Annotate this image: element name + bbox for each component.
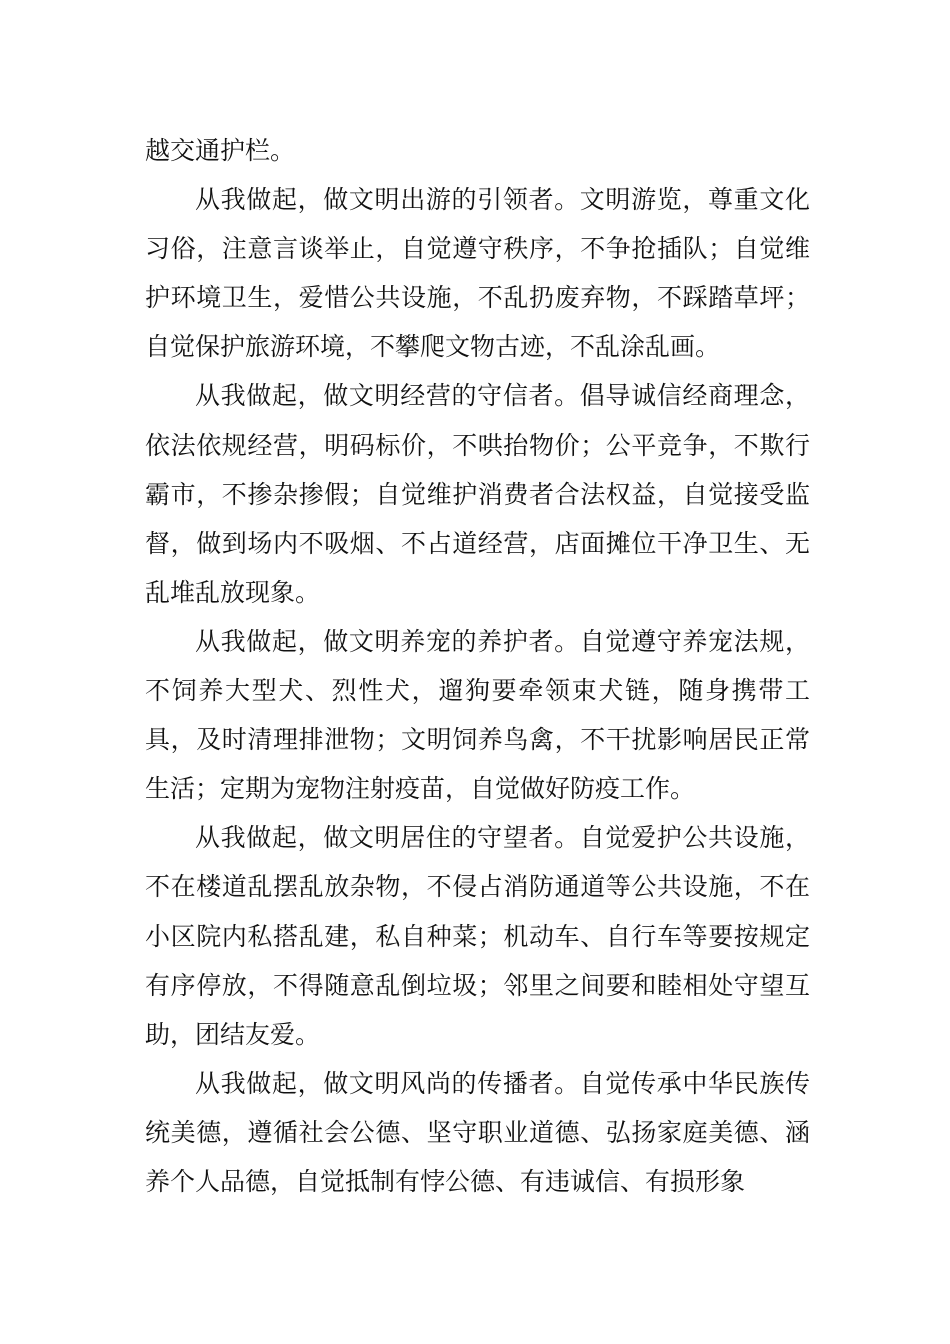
paragraph-customs: 从我做起，做文明风尚的传播者。自觉传承中华民族传统美德，遵循社会公德、坚守职业道德、弘扬家庭美德、涵养个人品德，自觉抵制有悖公德、有违诚信、有损形象 <box>145 1068 810 1196</box>
paragraph-residence: 从我做起，做文明居住的守望者。自觉爱护公共设施，不在楼道乱摆乱放杂物，不侵占消防通道等公共设施，不在小区院内私搭乱建，私自种菜；机动车、自行车等要按规定有序停放，不得随意乱倒垃圾；邻里之间要和睦相处守望互助，团结友爱。 <box>145 823 810 1049</box>
paragraph-business: 从我做起，做文明经营的守信者。倡导诚信经商理念，依法依规经营，明码标价，不哄抬物价；公平竞争，不欺行霸市，不掺杂掺假；自觉维护消费者合法权益，自觉接受监督，做到场内不吸烟、不占道经营，店面摊位干净卫生、无乱堆乱放现象。 <box>145 381 810 607</box>
paragraph-continuation: 越交通护栏。 <box>145 136 296 165</box>
paragraph-pets: 从我做起，做文明养宠的养护者。自觉遵守养宠法规，不饲养大型犬、烈性犬，遛狗要牵领束犬链，随身携带工具，及时清理排泄物；文明饲养鸟禽，不干扰影响居民正常生活；定期为宠物注射疫苗，自觉做好防疫工作。 <box>145 626 810 804</box>
document-body <box>145 126 810 1206</box>
paragraph-travel: 从我做起，做文明出游的引领者。文明游览，尊重文化习俗，注意言谈举止，自觉遵守秩序，不争抢插队；自觉维护环境卫生，爱惜公共设施，不乱扔废弃物，不踩踏草坪；自觉保护旅游环境，不攀爬文物古迹，不乱涂乱画。 <box>145 185 810 362</box>
